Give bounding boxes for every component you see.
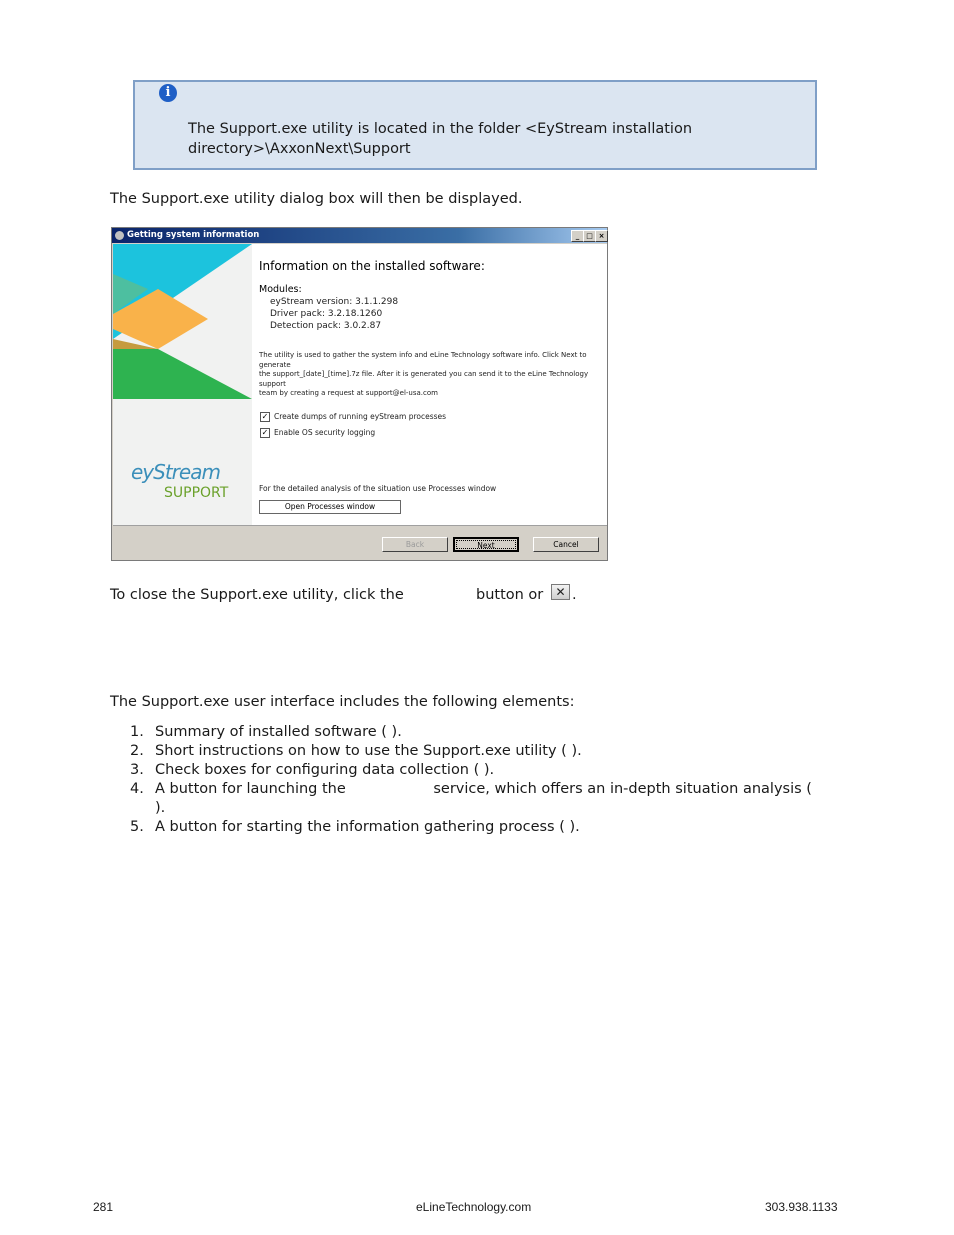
list-number: 1. bbox=[130, 724, 144, 740]
list-number: 3. bbox=[130, 762, 144, 778]
note-text-line: The Support.exe utility is located in the folder <EyStream installation bbox=[188, 121, 693, 137]
list-item bbox=[110, 742, 830, 761]
note-text-line: directory>\AxxonNext\Support bbox=[188, 140, 411, 157]
security-logging-checkbox-label: Enable OS security logging bbox=[274, 428, 376, 437]
dialog-separator bbox=[113, 525, 607, 526]
module-line: Driver pack: 3.2.18.1260 bbox=[270, 309, 383, 319]
list-text: Summary of installed software ( ). bbox=[155, 724, 402, 740]
close-instruction: To close the Support.exe utility, click the bbox=[110, 587, 404, 603]
modules-label: Modules: bbox=[259, 284, 302, 295]
close-instruction-middle: button or bbox=[476, 587, 544, 603]
list-text-continuation: ). bbox=[155, 800, 166, 816]
list-item bbox=[110, 761, 830, 780]
back-button[interactable]: Back bbox=[382, 537, 448, 552]
list-number: 2. bbox=[130, 743, 144, 759]
dialog-body bbox=[113, 244, 607, 525]
list-number: 4. bbox=[130, 781, 144, 797]
note-box bbox=[133, 80, 817, 170]
cancel-button[interactable]: Cancel bbox=[533, 537, 599, 552]
dumps-checkbox[interactable]: ✓ bbox=[261, 412, 269, 421]
dumps-checkbox-label: Create dumps of running eyStream processes bbox=[274, 412, 447, 421]
list-item bbox=[110, 818, 830, 837]
support-dialog-screenshot bbox=[111, 227, 608, 561]
list-item bbox=[110, 780, 830, 818]
list-text: Check boxes for configuring data collection ( ). bbox=[155, 762, 495, 778]
intro-paragraph: The Support.exe utility dialog box will then be displayed. bbox=[110, 191, 523, 207]
next-button[interactable]: Next bbox=[453, 537, 519, 552]
analysis-text: For the detailed analysis of the situation use Processes window bbox=[259, 484, 497, 493]
list-text: A button for starting the information gathering process ( ). bbox=[155, 819, 580, 835]
brand-name: eyStream bbox=[131, 460, 220, 484]
list-text: Short instructions on how to use the Support.exe utility ( ). bbox=[155, 743, 582, 759]
dialog-title: Getting system information bbox=[127, 230, 260, 240]
close-button[interactable]: × bbox=[595, 230, 608, 242]
security-logging-checkbox[interactable]: ✓ bbox=[261, 428, 269, 437]
module-line: Detection pack: 3.0.2.87 bbox=[270, 321, 382, 331]
minimize-button[interactable]: _ bbox=[571, 230, 584, 242]
footer-phone: 303.938.1133 bbox=[765, 1200, 838, 1214]
brand-panel bbox=[113, 244, 252, 525]
logo-graphic bbox=[113, 244, 252, 399]
list-intro: The Support.exe user interface includes the following elements: bbox=[110, 694, 575, 710]
open-processes-button[interactable]: Open Processes window bbox=[259, 500, 401, 514]
description-line: the support_[date]_[time].7z file. After it is generated you can send it to the eLine Technology support bbox=[259, 370, 589, 388]
close-instruction-end: . bbox=[572, 587, 577, 603]
gear-icon bbox=[115, 231, 124, 240]
elements-list bbox=[110, 723, 830, 837]
info-icon: i bbox=[159, 84, 177, 102]
note-text bbox=[188, 120, 788, 159]
maximize-button[interactable]: □ bbox=[583, 230, 596, 242]
module-line: eyStream version: 3.1.1.298 bbox=[270, 297, 399, 307]
dialog-description bbox=[259, 351, 605, 399]
list-item bbox=[110, 723, 830, 742]
description-line: team by creating a request at support@el-usa.com bbox=[259, 389, 438, 397]
dialog-titlebar bbox=[112, 228, 607, 243]
list-text: A button for launching the service, which offers an in-depth situation analysis ( bbox=[155, 781, 812, 797]
brand-support: SUPPORT bbox=[164, 485, 229, 501]
page-number: 281 bbox=[93, 1200, 114, 1214]
footer-site: eLineTechnology.com bbox=[416, 1200, 532, 1214]
description-line: The utility is used to gather the system info and eLine Technology software info. Click Next to generate bbox=[259, 351, 587, 369]
dialog-heading: Information on the installed software: bbox=[259, 259, 485, 273]
close-icon: ✕ bbox=[551, 584, 570, 600]
list-number: 5. bbox=[130, 819, 144, 835]
